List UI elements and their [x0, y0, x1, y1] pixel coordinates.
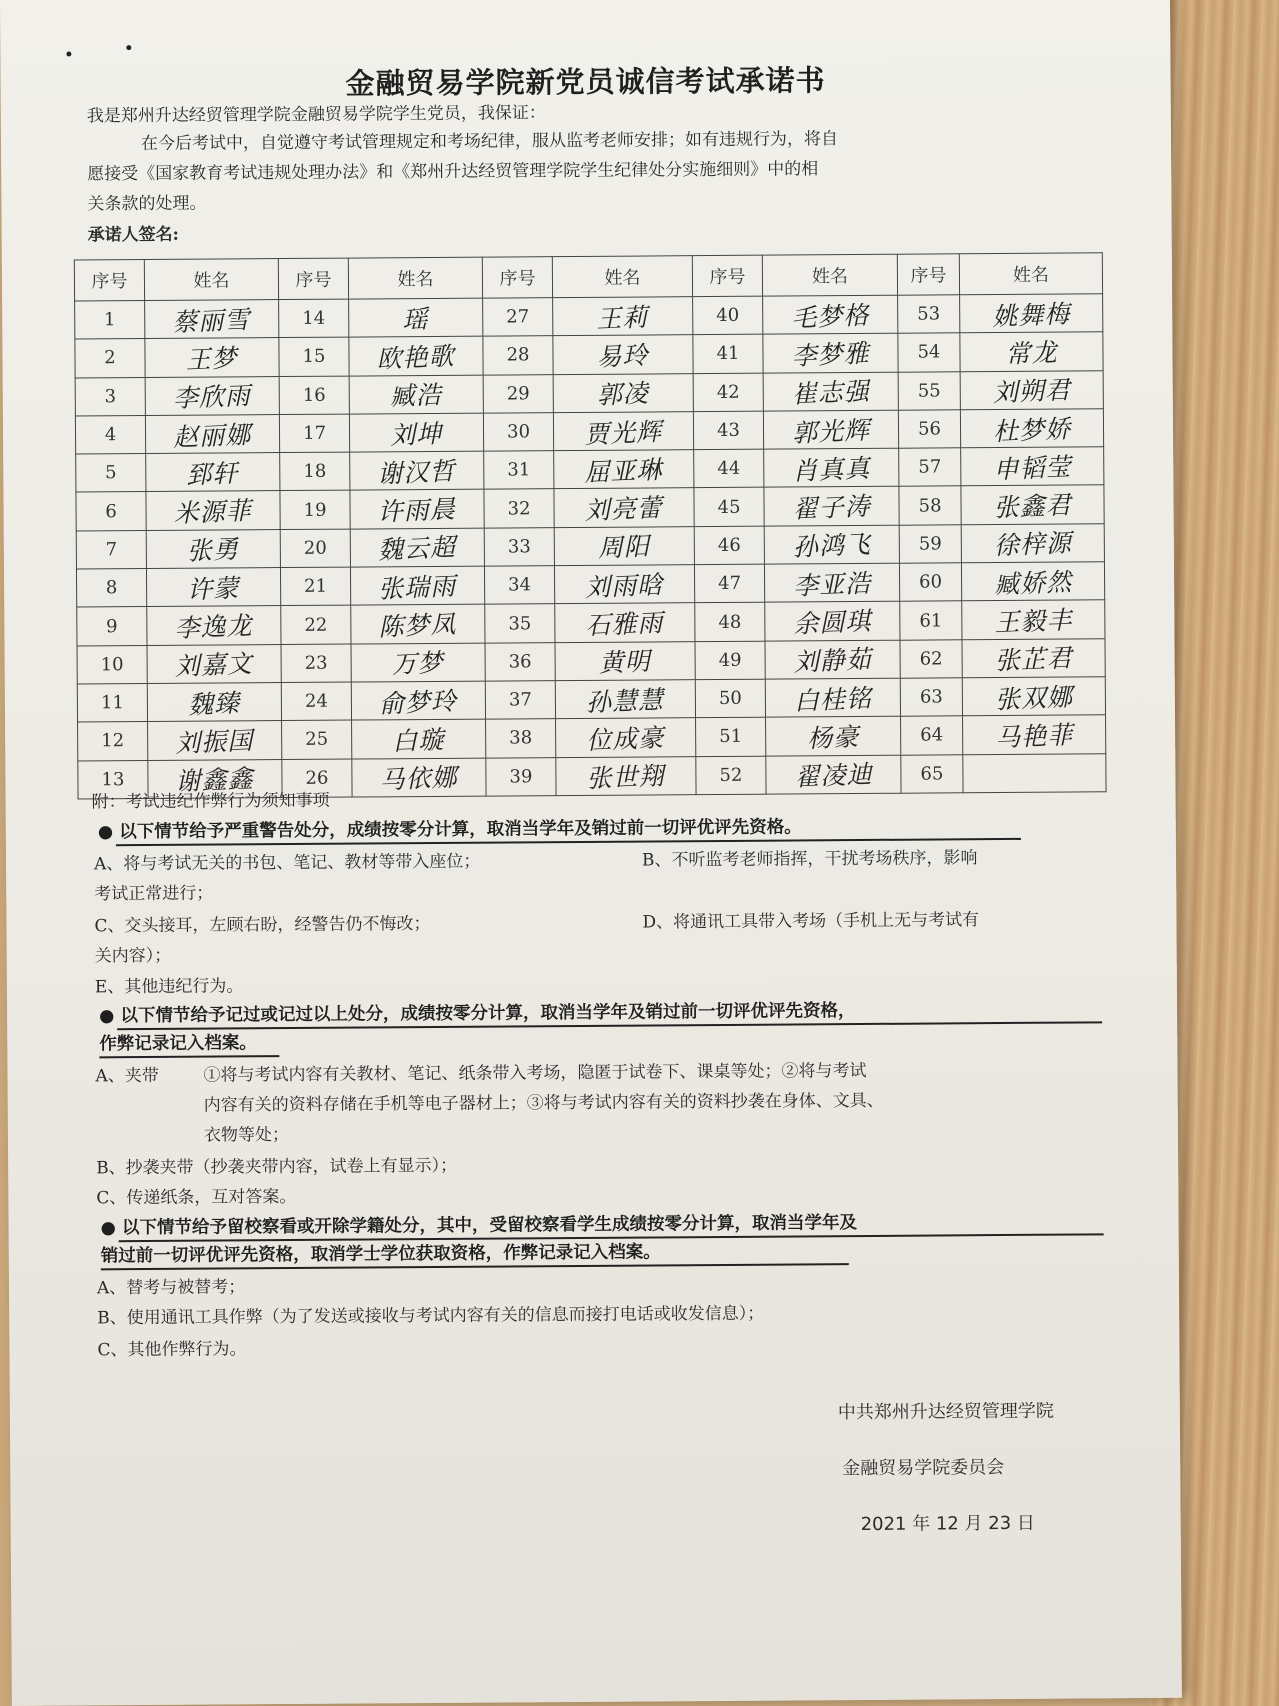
signature-cell: [765, 678, 900, 717]
signature-cell: [555, 603, 695, 642]
handwritten-signature: 俞梦玲: [378, 686, 459, 719]
handwritten-signature: 谢鑫鑫: [175, 764, 255, 797]
handwritten-signature: 刘亮蕾: [584, 493, 664, 526]
handwritten-signature: 王梦: [185, 343, 239, 375]
header-name: 姓名: [959, 253, 1102, 295]
sec2-item-a-line-2: 内容有关的资料存储在手机等电子器材上；③将与考试内容有关的资料抄袭在身体、文具、: [203, 1090, 884, 1116]
serial-number-cell: 8: [76, 569, 146, 608]
signature-cell: [350, 451, 484, 490]
serial-number-cell: 4: [75, 415, 145, 454]
serial-number-cell: 58: [899, 486, 961, 525]
handwritten-signature: 毛梦格: [790, 300, 870, 333]
handwritten-signature: 孙鸿飞: [792, 530, 872, 563]
signature-cell: [352, 719, 486, 758]
signature-cell: [764, 487, 899, 526]
signature-cell: [765, 602, 900, 641]
signature-cell: [763, 372, 898, 411]
signature-cell: [961, 485, 1104, 524]
signature-cell: [963, 715, 1106, 754]
serial-number-cell: 3: [75, 377, 145, 416]
handwritten-signature: 谢汉哲: [377, 456, 457, 489]
document-title: 金融贸易学院新党员诚信考试承诺书: [345, 63, 826, 101]
signature-cell: [555, 680, 695, 719]
handwritten-signature: 李亚浩: [792, 568, 872, 601]
handwritten-signature: 李逸龙: [174, 610, 254, 644]
serial-number-cell: 26: [282, 759, 352, 798]
handwritten-signature: 位成豪: [586, 722, 666, 756]
issuer-committee: 金融贸易学院委员会: [842, 1457, 1005, 1480]
section-3-title: ● 以下情节给予留校察看或开除学籍处分，其中，受留校察看学生成绩按零分计算，取消当学年及: [100, 1213, 858, 1239]
handwritten-signature: 臧浩: [389, 380, 443, 412]
signature-cell: [961, 524, 1104, 563]
signature-table: [74, 252, 1107, 799]
serial-number-cell: 40: [693, 296, 763, 335]
handwritten-signature: 李欣雨: [172, 381, 252, 414]
handwritten-signature: 余圆琪: [792, 606, 872, 639]
signature-cell: [556, 756, 696, 795]
header-name: 姓名: [552, 256, 692, 298]
handwritten-signature: 郅轩: [186, 458, 240, 490]
signature-cell: [764, 563, 899, 602]
section-1-title: ● 以下情节给予严重警告处分，成绩按零分计算，取消当学年及销过前一切评优评先资格。: [97, 817, 802, 843]
handwritten-signature: 张双娜: [994, 681, 1074, 715]
serial-number-cell: 13: [78, 760, 148, 799]
handwritten-signature: 易玲: [596, 340, 650, 372]
sec3-item-b: B、使用通讯工具作弊（为了发送或接收与考试内容有关的信息而接打电话或收发信息）；: [97, 1303, 765, 1329]
serial-number-cell: 63: [900, 678, 962, 717]
sec1-item-a: A、将与考试无关的书包、笔记、教材等带入座位；: [93, 851, 481, 875]
serial-number-cell: 65: [901, 754, 963, 793]
handwritten-signature: 马依娜: [379, 762, 459, 795]
signature-cell: [146, 529, 280, 568]
handwritten-signature: 许蒙: [187, 573, 241, 605]
signature-cell: [351, 681, 485, 720]
handwritten-signature: 臧娇然: [993, 566, 1073, 600]
signature-cell: [349, 375, 483, 414]
signature-cell: [554, 526, 694, 565]
sec1-item-d: D、将通讯工具带入考场（手机上无与考试有: [642, 910, 980, 933]
serial-number-cell: 32: [484, 489, 554, 528]
serial-number-cell: 21: [280, 567, 350, 606]
sec1-item-e: E、其他违纪行为。: [94, 976, 244, 998]
signature-cell: [147, 606, 281, 645]
serial-number-cell: 35: [485, 604, 555, 643]
header-serial: 序号: [482, 257, 552, 298]
sec2-item-c: C、传递纸条，互对答案。: [96, 1186, 297, 1209]
handwritten-signature: 张鑫君: [993, 490, 1073, 523]
signature-cell: [960, 294, 1103, 333]
handwritten-signature: 白桂铭: [793, 683, 873, 716]
serial-number-cell: 48: [695, 603, 765, 642]
handwritten-signature: 魏云超: [377, 532, 457, 566]
sec2-item-a-line-1: ①将与考试内容有关教材、笔记、纸条带入考场，隐匿于试卷下、课桌等处；②将与考试: [203, 1060, 867, 1086]
signature-cell: [146, 453, 280, 492]
serial-number-cell: 39: [486, 757, 556, 796]
signature-cell: [145, 300, 279, 339]
serial-number-cell: 30: [483, 413, 553, 452]
serial-number-cell: 25: [282, 720, 352, 759]
serial-number-cell: 54: [898, 333, 960, 372]
handwritten-signature: 徐梓源: [993, 528, 1073, 561]
handwritten-signature: 赵丽娜: [173, 419, 253, 452]
serial-number-cell: 10: [77, 645, 147, 684]
serial-number-cell: 49: [695, 641, 765, 680]
handwritten-signature: 万梦: [391, 648, 445, 680]
signature-cell: [765, 640, 900, 679]
handwritten-signature: 陈梦凤: [378, 609, 458, 642]
serial-number-cell: 31: [484, 451, 554, 490]
serial-number-cell: 28: [483, 336, 553, 375]
serial-number-cell: 38: [486, 719, 556, 758]
signature-cell: [350, 528, 484, 567]
handwritten-signature: 王毅丰: [993, 605, 1073, 638]
handwritten-signature: 刘朔君: [992, 375, 1072, 408]
serial-number-cell: 60: [899, 563, 961, 602]
serial-number-cell: 53: [898, 295, 960, 334]
serial-number-cell: 18: [280, 452, 350, 491]
serial-number-cell: 9: [77, 607, 147, 646]
serial-number-cell: 11: [77, 683, 147, 722]
signature-cell: [962, 638, 1105, 677]
signature-cell: [147, 644, 281, 683]
serial-number-cell: 17: [279, 414, 349, 453]
handwritten-signature: 屈亚琳: [584, 454, 664, 488]
serial-number-cell: 7: [76, 530, 146, 569]
serial-number-cell: 37: [485, 681, 555, 720]
signature-cell: [349, 298, 483, 337]
serial-number-cell: 23: [281, 644, 351, 683]
serial-number-cell: 5: [76, 454, 146, 493]
serial-number-cell: 59: [899, 525, 961, 564]
handwritten-signature: 申韬莹: [992, 452, 1072, 485]
sec2-item-a-line-3: 衣物等处；: [203, 1125, 290, 1146]
serial-number-cell: 36: [485, 642, 555, 681]
serial-number-cell: 12: [78, 722, 148, 761]
serial-number-cell: 15: [279, 337, 349, 376]
handwritten-signature: 郭凌: [596, 378, 650, 410]
handwritten-signature: 张瑞雨: [378, 571, 458, 604]
serial-number-cell: 52: [696, 756, 766, 795]
issue-date: 2021 年 12 月 23 日: [860, 1512, 1035, 1536]
handwritten-signature: 孙慧慧: [585, 684, 666, 717]
serial-number-cell: 27: [483, 298, 553, 337]
handwritten-signature: 欧艳歌: [376, 341, 456, 374]
signature-cell: [349, 413, 483, 452]
handwritten-signature: 蔡丽雪: [172, 304, 252, 337]
serial-number-cell: 56: [898, 410, 960, 449]
signature-cell: [147, 683, 281, 722]
sec1-item-b: B、不听监考老师指挥，干扰考场秩序，影响: [641, 848, 978, 871]
serial-number-cell: 16: [279, 376, 349, 415]
section-2-title: ● 以下情节给予记过或记过以上处分，成绩按零分计算，取消当学年及销过前一切评优评先资格，: [99, 1001, 856, 1027]
signature-cell: [553, 373, 693, 412]
sec2-item-b: B、抄袭夹带（抄袭夹带内容，试卷上有显示）；: [96, 1155, 458, 1179]
table-header-row: [74, 253, 1102, 301]
header-serial: 序号: [74, 259, 144, 300]
ink-dot: [126, 45, 131, 50]
serial-number-cell: 14: [279, 299, 349, 338]
notes-heading: 附：考试违纪作弊行为须知事项: [91, 790, 330, 813]
handwritten-signature: 张勇: [186, 534, 240, 567]
section-1-title-text: 以下情节给予严重警告处分，成绩按零分计算，取消当学年及销过前一切评优评先资格。: [119, 817, 802, 843]
header-serial: 序号: [278, 258, 348, 299]
handwritten-signature: 贾光辉: [583, 416, 664, 449]
signature-cell: [766, 755, 901, 794]
signature-label: 承诺人签名:: [87, 224, 179, 246]
header-name: 姓名: [348, 257, 482, 299]
header-name: 姓名: [762, 254, 897, 296]
section-3-title-cont: 销过前一切评优评先资格，取消学士学位获取资格，作弊记录记入档案。: [100, 1242, 661, 1267]
signature-cell: [960, 370, 1103, 409]
handwritten-signature: 翟凌迪: [793, 759, 874, 793]
signature-cell: [766, 716, 901, 755]
signature-cell: [553, 297, 693, 336]
handwritten-signature: 米源菲: [173, 496, 253, 529]
issuer-organization: 中共郑州升达经贸管理学院: [837, 1400, 1054, 1424]
serial-number-cell: 61: [900, 601, 962, 640]
handwritten-signature: 王莉: [596, 302, 650, 334]
serial-number-cell: 20: [280, 529, 350, 568]
serial-number-cell: 42: [693, 373, 763, 412]
handwritten-signature: 黄明: [598, 646, 652, 679]
handwritten-signature: 杜梦娇: [992, 413, 1072, 446]
header-serial: 序号: [692, 255, 762, 296]
signature-cell: [763, 410, 898, 449]
header-serial: 序号: [897, 254, 959, 295]
signature-cell: [963, 753, 1106, 792]
signature-cell: [962, 600, 1105, 639]
serial-number-cell: 2: [75, 339, 145, 378]
signature-cell: [350, 490, 484, 529]
handwritten-signature: 张世翔: [586, 761, 666, 794]
handwritten-signature: 李梦雅: [790, 338, 871, 371]
serial-number-cell: 55: [898, 371, 960, 410]
header-name: 姓名: [144, 259, 278, 301]
section-3-title-text: 以下情节给予留校察看或开除学籍处分，其中，受留校察看学生成绩按零分计算，取消当学年及: [121, 1213, 858, 1239]
pledge-line-1: 在今后考试中，自觉遵守考试管理规定和考场纪律，服从监考老师安排；如有违规行为，将自: [140, 129, 839, 155]
signature-cell: [960, 332, 1103, 371]
handwritten-signature: 魏臻: [187, 688, 242, 720]
handwritten-signature: 杨豪: [806, 722, 860, 754]
serial-number-cell: 46: [694, 526, 764, 565]
intro-line: 我是郑州升达经贸管理学院金融贸易学院学生党员，我保证：: [86, 103, 546, 127]
sec1-item-d-cont: 关内容）；: [94, 945, 172, 967]
serial-number-cell: 19: [280, 491, 350, 530]
handwritten-signature: 翟子涛: [792, 491, 872, 524]
serial-number-cell: 29: [483, 374, 553, 413]
handwritten-signature: 瑶: [402, 304, 430, 335]
sec2-item-a-label: A、夹带: [95, 1065, 159, 1087]
signature-cell: [148, 721, 282, 760]
pledge-line-3: 关条款的处理。: [87, 193, 207, 215]
signature-cell: [764, 448, 899, 487]
signature-cell: [352, 758, 486, 797]
signature-cell: [960, 409, 1103, 448]
handwritten-signature: 白璇: [392, 724, 446, 757]
pledge-line-2: 愿接受《国家教育考试违规处理办法》和《郑州升达经贸管理学院学生纪律处分实施细则》中的相: [87, 159, 819, 185]
signature-cell: [764, 525, 899, 564]
serial-number-cell: 34: [484, 566, 554, 605]
handwritten-signature: 刘振国: [175, 725, 255, 759]
signature-cell: [554, 450, 694, 489]
signature-cell: [554, 488, 694, 527]
serial-number-cell: 51: [696, 717, 766, 756]
serial-number-cell: 6: [76, 492, 146, 531]
signature-cell: [145, 338, 279, 377]
signature-cell: [553, 335, 693, 374]
handwritten-signature: 常龙: [1004, 337, 1059, 369]
handwritten-signature: 马艳菲: [994, 720, 1074, 753]
handwritten-signature: 刘静茹: [793, 644, 873, 678]
serial-number-cell: 33: [484, 527, 554, 566]
signature-cell: [763, 334, 898, 373]
signature-cell: [351, 605, 485, 644]
handwritten-signature: 刘坤: [389, 418, 444, 450]
signature-cell: [351, 643, 485, 682]
signature-cell: [961, 562, 1104, 601]
signature-cell: [555, 641, 695, 680]
handwritten-signature: 刘雨晗: [585, 569, 665, 602]
signature-cell: [556, 718, 696, 757]
handwritten-signature: 石雅雨: [585, 608, 665, 641]
section-2-title-cont: 作弊记录记入档案。: [99, 1033, 257, 1055]
serial-number-cell: 45: [694, 488, 764, 527]
handwritten-signature: 周阳: [597, 531, 651, 564]
signature-cell: [350, 566, 484, 605]
serial-number-cell: 50: [695, 679, 765, 718]
serial-number-cell: 57: [899, 448, 961, 487]
signature-cell: [349, 336, 483, 375]
serial-number-cell: 22: [281, 605, 351, 644]
sec3-item-c: C、其他作弊行为。: [97, 1339, 247, 1361]
handwritten-signature: 姚舞梅: [991, 298, 1071, 332]
serial-number-cell: 24: [281, 682, 351, 721]
signature-cell: [961, 447, 1104, 486]
section-2-title-text: 以下情节给予记过或记过以上处分，成绩按零分计算，取消当学年及销过前一切评优评先资格，: [120, 1001, 856, 1027]
handwritten-signature: 肖真真: [791, 453, 871, 486]
signature-cell: [145, 414, 279, 453]
handwritten-signature: 郭光辉: [791, 415, 871, 448]
serial-number-cell: 1: [75, 300, 145, 339]
handwritten-signature: 崔志强: [791, 376, 871, 410]
serial-number-cell: 43: [693, 411, 763, 450]
ink-dot: [66, 52, 71, 57]
serial-number-cell: 44: [694, 449, 764, 488]
serial-number-cell: 62: [900, 639, 962, 678]
handwritten-signature: 刘嘉文: [174, 649, 254, 682]
signature-cell: [145, 376, 279, 415]
signature-cell: [146, 568, 280, 607]
serial-number-cell: 41: [693, 334, 763, 373]
sec1-item-b-cont: 考试正常进行；: [94, 883, 214, 905]
serial-number-cell: 47: [694, 564, 764, 603]
sec3-item-a: A、替考与被替考；: [96, 1277, 246, 1299]
signature-cell: [763, 295, 898, 334]
signature-cell: [554, 565, 694, 604]
sec1-item-c: C、交头接耳，左顾右盼，经警告仍不悔改；: [94, 914, 431, 937]
handwritten-signature: 许雨晨: [377, 494, 457, 527]
signature-cell: [962, 677, 1105, 716]
serial-number-cell: 64: [901, 716, 963, 755]
signature-cell: [553, 412, 693, 451]
handwritten-signature: 张芷君: [994, 643, 1074, 676]
signature-cell: [146, 491, 280, 530]
